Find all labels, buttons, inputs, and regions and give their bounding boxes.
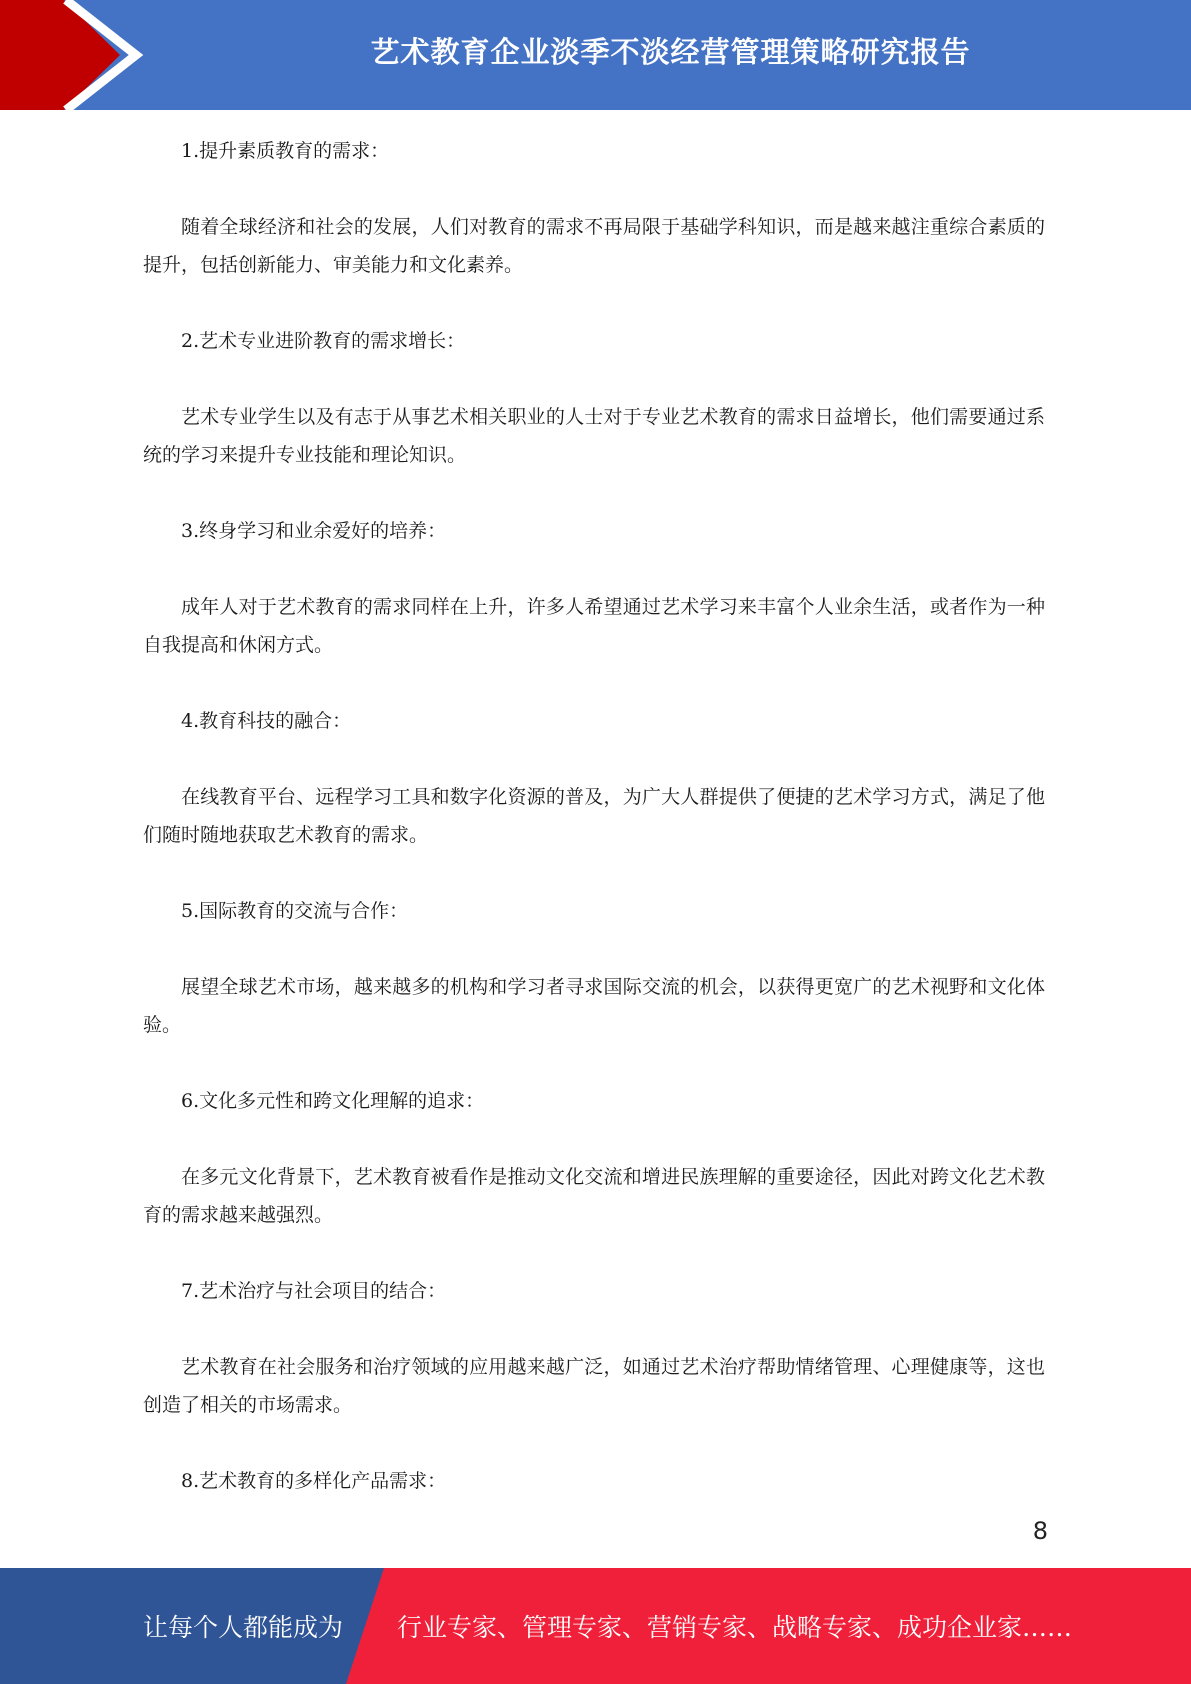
paragraph: 2.艺术专业进阶教育的需求增长： <box>181 330 466 352</box>
paragraph: 3.终身学习和业余爱好的培养： <box>181 520 447 542</box>
paragraph: 5.国际教育的交流与合作： <box>181 900 409 922</box>
paragraph: 艺术专业学生以及有志于从事艺术相关职业的人士对于专业艺术教育的需求日益增长，他们需要通过系统的学习来提升专业技能和理论知识。 <box>143 406 1045 466</box>
header-title: 艺术教育企业淡季不淡经营管理策略研究报告 <box>370 34 971 69</box>
page-header <box>0 0 1191 110</box>
paragraph: 4.教育科技的融合： <box>181 710 352 732</box>
paragraph: 7.艺术治疗与社会项目的结合： <box>181 1280 447 1302</box>
paragraph: 展望全球艺术市场，越来越多的机构和学习者寻求国际交流的机会，以获得更宽广的艺术视野和文化体验。 <box>143 976 1045 1036</box>
paragraph: 艺术教育在社会服务和治疗领域的应用越来越广泛，如通过艺术治疗帮助情绪管理、心理健康等，这也创造了相关的市场需求。 <box>143 1356 1045 1416</box>
paragraph: 8.艺术教育的多样化产品需求： <box>181 1470 447 1492</box>
paragraph: 6.文化多元性和跨文化理解的追求： <box>181 1090 485 1112</box>
paragraph: 在多元文化背景下，艺术教育被看作是推动文化交流和增进民族理解的重要途径，因此对跨文化艺术教育的需求越来越强烈。 <box>143 1166 1045 1226</box>
header-arrow-decoration <box>0 0 160 110</box>
document-body <box>143 132 1045 1538</box>
paragraph: 1.提升素质教育的需求： <box>181 140 390 162</box>
footer-slogan-right: 行业专家、管理专家、营销专家、战略专家、成功企业家…… <box>397 1613 1073 1642</box>
page-footer <box>0 1568 1191 1684</box>
paragraph: 随着全球经济和社会的发展，人们对教育的需求不再局限于基础学科知识，而是越来越注重综合素质的提升，包括创新能力、审美能力和文化素养。 <box>143 216 1045 276</box>
page-number: 8 <box>1032 1517 1048 1545</box>
header-red-arrow <box>0 0 120 110</box>
paragraph: 在线教育平台、远程学习工具和数字化资源的普及，为广大人群提供了便捷的艺术学习方式，满足了他们随时随地获取艺术教育的需求。 <box>143 786 1045 846</box>
paragraph: 成年人对于艺术教育的需求同样在上升，许多人希望通过艺术学习来丰富个人业余生活，或者作为一种自我提高和休闲方式。 <box>143 596 1045 656</box>
footer-slogan-left: 让每个人都能成为 <box>143 1613 344 1642</box>
